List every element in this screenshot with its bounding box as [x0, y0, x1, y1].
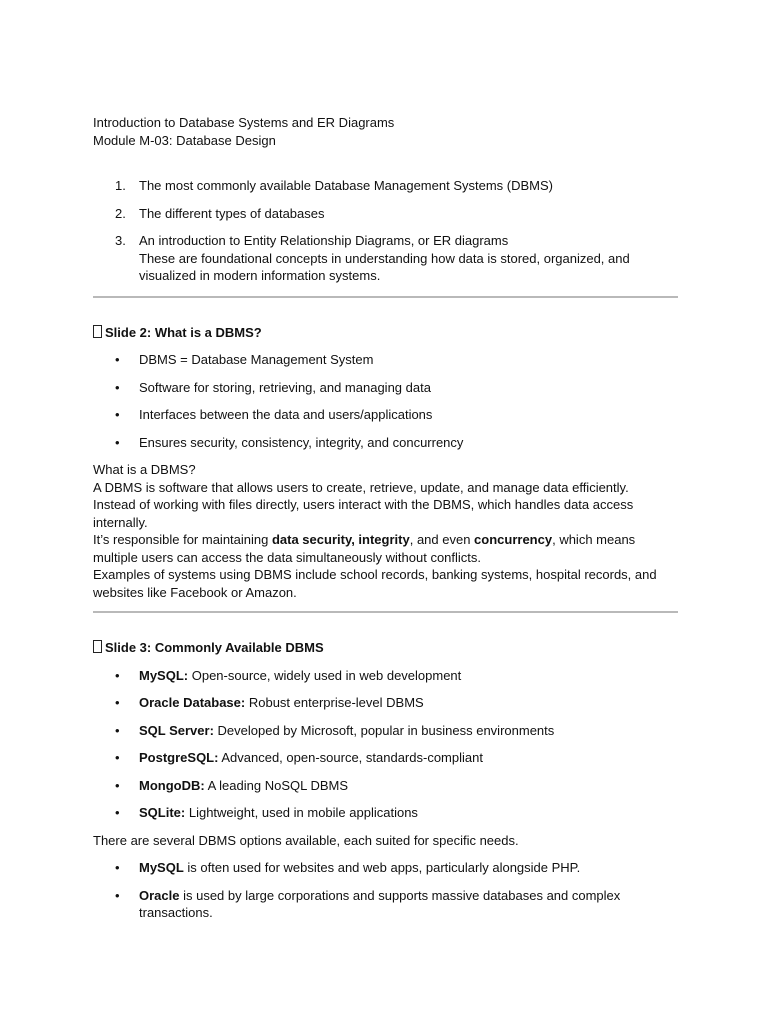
list-item: [93, 406, 678, 424]
dbms-name: MySQL: [139, 860, 184, 875]
dbms-name: PostgreSQL:: [139, 750, 219, 765]
document-title: Introduction to Database Systems and ER Diagrams: [93, 115, 395, 130]
bullet-icon: •: [115, 750, 120, 765]
paragraph-line: [93, 531, 678, 566]
slide-3-heading: [93, 639, 678, 657]
list-number: 2.: [115, 205, 126, 221]
paragraph-line: What is a DBMS?: [93, 462, 196, 477]
dbms-description: A leading NoSQL DBMS: [204, 777, 349, 793]
dbms-name: SQLite:: [139, 805, 186, 820]
bold-text-run: data security, integrity: [271, 532, 410, 547]
slide-2-paragraph: [93, 461, 678, 601]
list-item: [93, 177, 678, 195]
list-item: [93, 379, 678, 397]
intro-note: These are foundational concepts in understanding how data is stored, organized, and visualized in modern information systems.: [139, 250, 630, 283]
text-run: It’s responsible for maintaining: [93, 532, 272, 547]
slide-3-title: Slide 3: Commonly Available DBMS: [105, 640, 324, 655]
text-run: , and even: [409, 532, 475, 547]
slide-3-bullet-list: [93, 667, 678, 822]
missing-glyph-icon: [93, 640, 102, 653]
dbms-name: MySQL:: [139, 667, 189, 683]
section-divider: [93, 296, 678, 298]
list-item-text: The different types of databases: [139, 205, 325, 221]
list-item-text: The most commonly available Database Management Systems (DBMS): [139, 178, 553, 193]
dbms-name: SQL Server:: [139, 722, 214, 738]
bullet-icon: •: [115, 887, 120, 903]
module-label: Module M-03: Database Design: [93, 132, 276, 148]
bullet-icon: •: [115, 352, 120, 367]
dbms-description: Open-source, widely used in web development: [188, 667, 462, 683]
slide-2-title: Slide 2: What is a DBMS?: [105, 324, 262, 340]
bullet-icon: •: [115, 860, 120, 875]
paragraph-line: Examples of systems using DBMS include school records, banking systems, hospital records, and websites like Facebook or Amazon.: [93, 567, 657, 600]
list-item: [93, 804, 678, 822]
list-item: [93, 777, 678, 795]
list-item: [93, 205, 678, 223]
dbms-name: Oracle: [139, 887, 180, 903]
list-item-text: DBMS = Database Management System: [139, 352, 374, 367]
bullet-icon: •: [115, 667, 120, 683]
paragraph-line: A DBMS is software that allows users to create, retrieve, update, and manage data efficiently.: [93, 479, 629, 495]
slide-2-heading: [93, 324, 678, 342]
slide-3-detail-list: [93, 859, 678, 922]
list-item-text: Software for storing, retrieving, and managing data: [139, 379, 431, 395]
dbms-description: Advanced, open-source, standards-compliant: [218, 750, 483, 765]
list-item-text: Ensures security, consistency, integrity, and concurrency: [139, 434, 464, 450]
list-item: [93, 722, 678, 740]
bullet-icon: •: [115, 434, 120, 450]
bullet-icon: •: [115, 379, 120, 395]
document-body: [93, 114, 678, 922]
list-item-text: Interfaces between the data and users/applications: [139, 407, 433, 422]
list-number: 3.: [115, 233, 126, 248]
dbms-description: is often used for websites and web apps, particularly alongside PHP.: [183, 860, 581, 875]
dbms-description: Robust enterprise-level DBMS: [245, 695, 424, 710]
dbms-description: Developed by Microsoft, popular in business environments: [213, 722, 555, 738]
slide-2-bullet-list: [93, 351, 678, 451]
list-item-text: An introduction to Entity Relationship Diagrams, or ER diagrams: [139, 233, 509, 248]
bullet-icon: •: [115, 407, 120, 422]
bullet-icon: •: [115, 695, 120, 710]
list-item: [93, 887, 678, 922]
dbms-description: Lightweight, used in mobile applications: [185, 805, 418, 820]
list-item: [93, 351, 678, 369]
list-item: [93, 859, 678, 877]
bullet-icon: •: [115, 777, 120, 793]
missing-glyph-icon: [93, 325, 102, 338]
slide-3-paragraph: There are several DBMS options available, each suited for specific needs.: [93, 832, 519, 848]
dbms-description: is used by large corporations and supports massive databases and complex transactions.: [139, 887, 621, 920]
list-item: [93, 232, 678, 285]
dbms-name: MongoDB:: [139, 777, 205, 793]
bullet-icon: •: [115, 722, 120, 738]
list-item: [93, 434, 678, 452]
bullet-icon: •: [115, 805, 120, 820]
list-item: [93, 694, 678, 712]
intro-numbered-list: [93, 177, 678, 285]
paragraph-line: Instead of working with files directly, users interact with the DBMS, which handles data access internally.: [93, 497, 634, 530]
dbms-name: Oracle Database:: [139, 695, 246, 710]
list-item: [93, 749, 678, 767]
list-number: 1.: [115, 178, 126, 193]
list-item: [93, 667, 678, 685]
section-divider: [93, 611, 678, 613]
bold-text-run: concurrency: [474, 532, 553, 547]
text-run: , which means multiple users can access the data simultaneously without conflicts.: [93, 532, 636, 565]
